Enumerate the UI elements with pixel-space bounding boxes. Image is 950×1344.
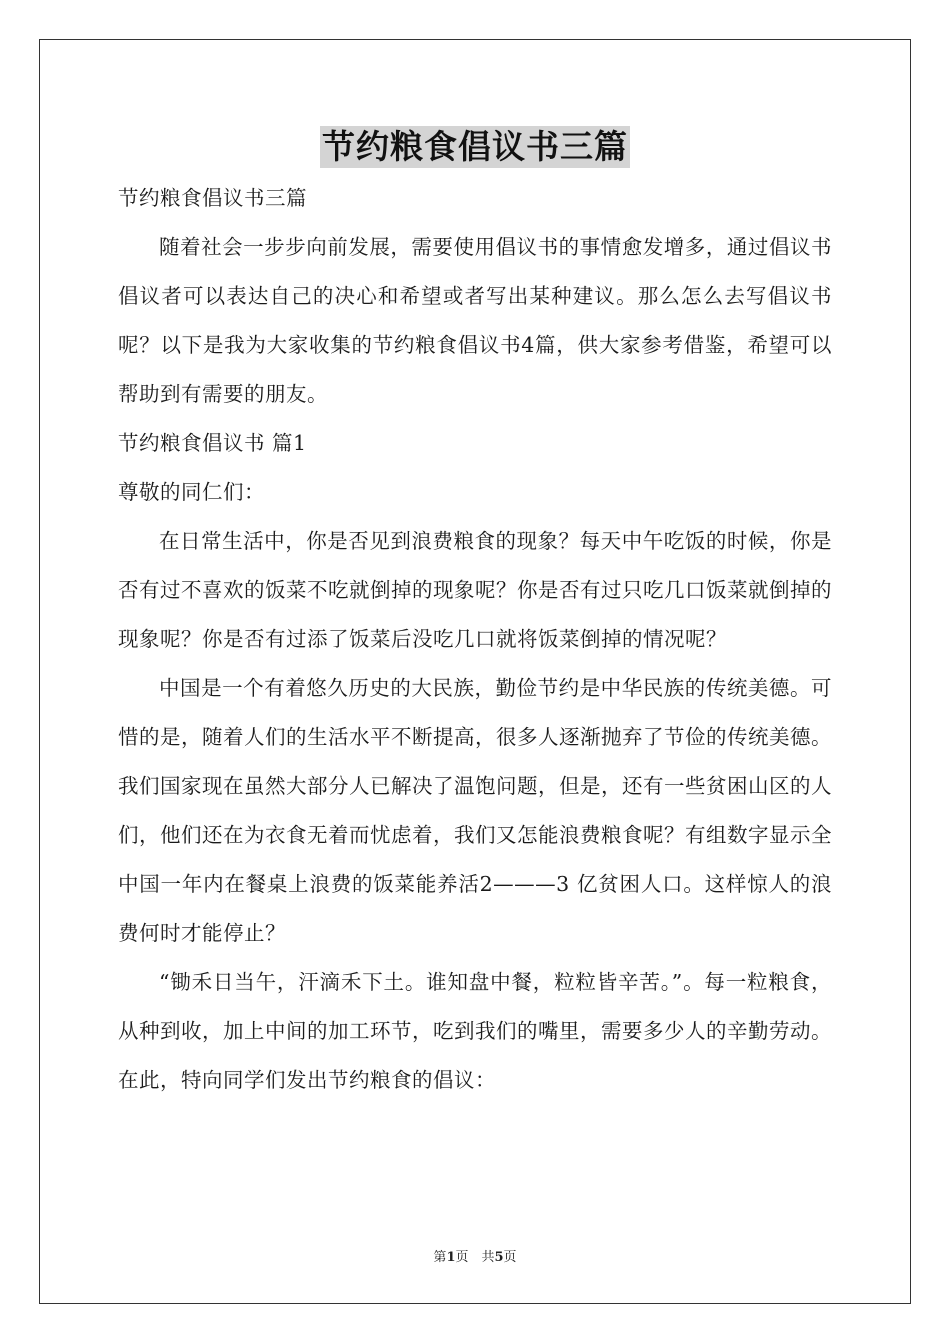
paragraph: 节约粮食倡议书三篇: [118, 186, 307, 210]
footer-page-mid: 页 共: [455, 1250, 495, 1265]
footer-page-total: 5: [494, 1250, 504, 1265]
paragraph: 随着社会一步步向前发展，需要使用倡议书的事情愈发增多，通过倡议书倡议者可以表达自己的决心和希望或者写出某种建议。那么怎么去写倡议书呢？以下是我为大家收集的节约粮食倡议书4篇，供大家参考借鉴，希望可以帮助到有需要的朋友。: [118, 235, 832, 406]
document-title: 节约粮食倡议书三篇: [322, 127, 628, 166]
paragraph: 节约粮食倡议书 篇1: [118, 431, 307, 455]
footer-page-suffix: 页: [503, 1250, 517, 1265]
paragraph: 在日常生活中，你是否见到浪费粮食的现象？每天中午吃饭的时候，你是否有过不喜欢的饭菜不吃就倒掉的现象呢？你是否有过只吃几口饭菜就倒掉的现象呢？你是否有过添了饭菜后没吃几口就将饭菜倒掉的情况呢？: [118, 529, 832, 651]
paragraph: 中国是一个有着悠久历史的大民族，勤俭节约是中华民族的传统美德。可惜的是，随着人们的生活水平不断提高，很多人逐渐抛弃了节俭的传统美德。我们国家现在虽然大部分人已解决了温饱问题，但是，还有一些贫困山区的人们，他们还在为衣食无着而忧虑着，我们又怎能浪费粮食呢？有组数字显示全中国一年内在餐桌上浪费的饭菜能养活2———3 亿贫困人口。这样惊人的浪费何时才能停止？: [118, 676, 832, 945]
page-footer: [0, 1246, 950, 1265]
document-body: [118, 174, 832, 1105]
footer-page-prefix: 第: [433, 1250, 447, 1265]
paragraph: “锄禾日当午，汗滴禾下土。谁知盘中餐，粒粒皆辛苦。”。每一粒粮食，从种到收，加上中间的加工环节，吃到我们的嘴里，需要多少人的辛勤劳动。在此，特向同学们发出节约粮食的倡议：: [118, 970, 832, 1092]
footer-page-current: 1: [446, 1250, 456, 1265]
paragraph: 尊敬的同仁们：: [118, 480, 265, 504]
title-container: [0, 126, 950, 168]
